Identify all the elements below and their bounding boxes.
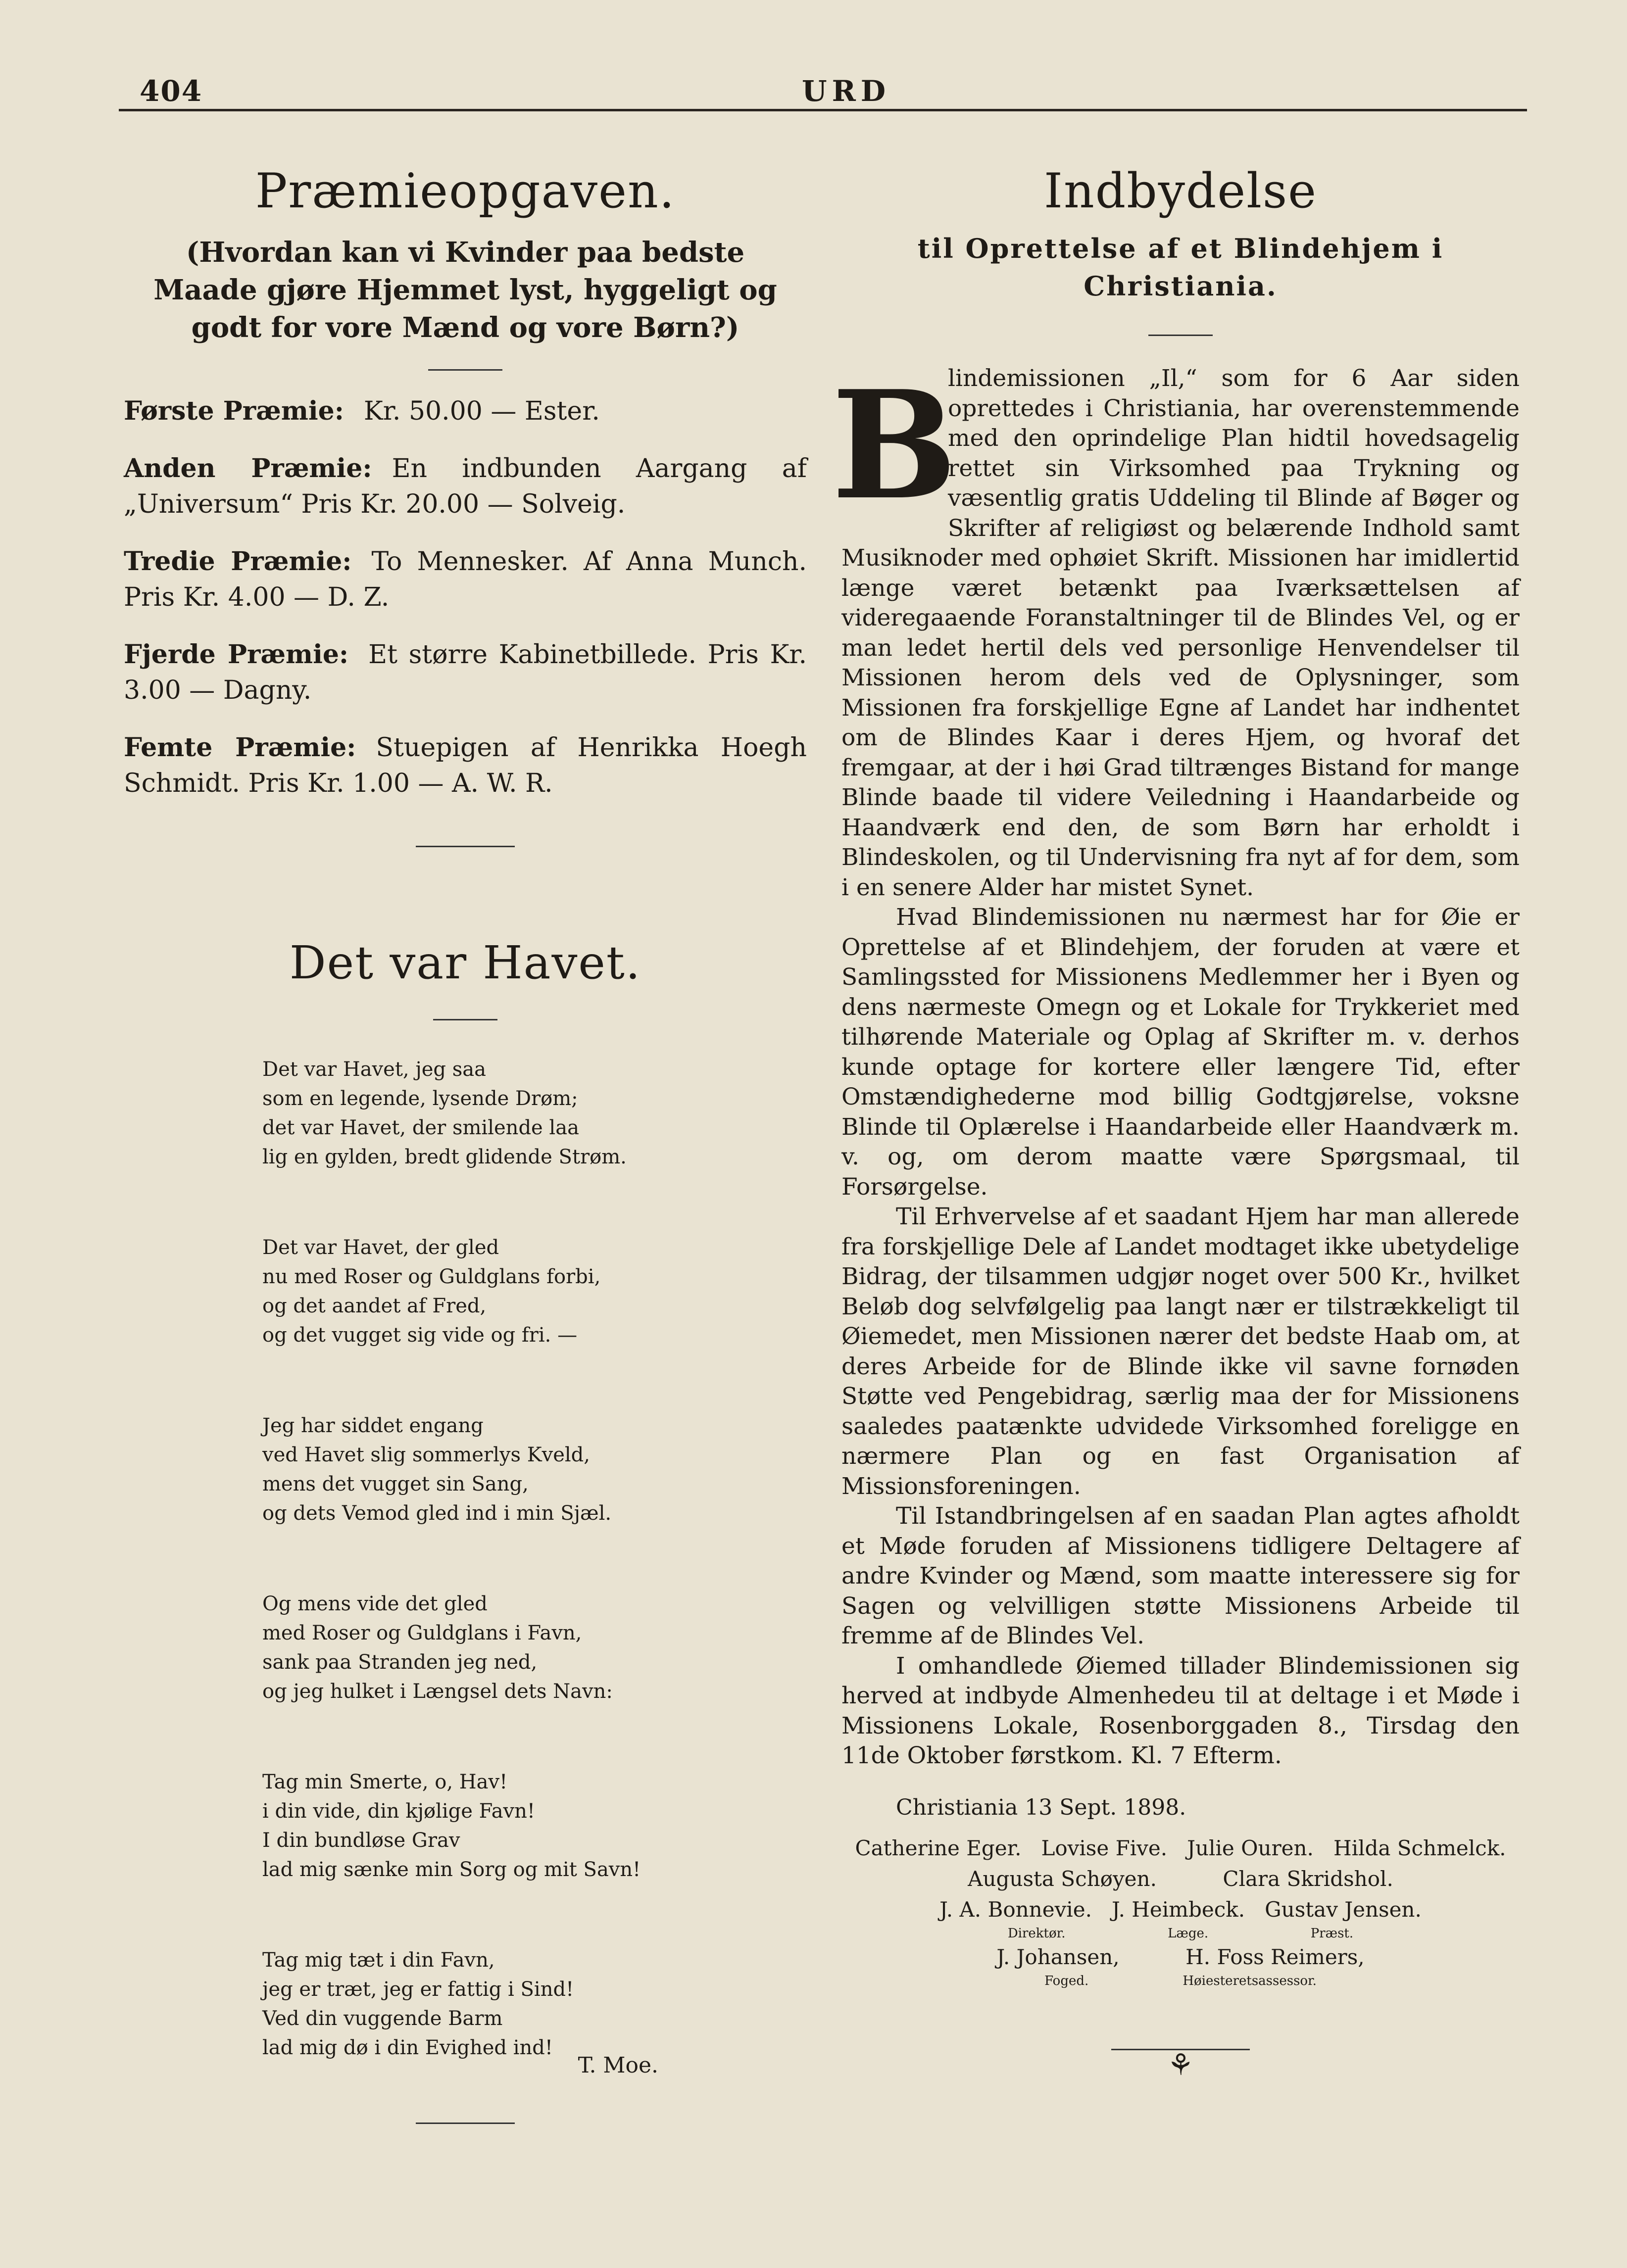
poem-line: Ved din vuggende Barm bbox=[262, 2007, 503, 2030]
place-date: Christiania 13 Sept. 1898. bbox=[896, 1794, 1186, 1820]
prize-label: Anden Præmie: bbox=[124, 453, 372, 483]
poem-line: lig en gylden, bredt glidende Strøm. bbox=[262, 1146, 627, 1168]
poem-line: sank paa Stranden jeg ned, bbox=[262, 1651, 538, 1674]
invitation-subtitle: til Oprettelse af et Blindehjem i Christiania. bbox=[917, 233, 1444, 302]
poem-line: og jeg hulket i Længsel dets Navn: bbox=[262, 1680, 613, 1703]
poem-line: det var Havet, der smilende laa bbox=[262, 1116, 579, 1139]
fleuron-icon: ⚘ bbox=[1167, 2047, 1194, 2082]
poem-stanza bbox=[262, 1590, 807, 1706]
prize-text: Stuepigen af Henrikka Hoegh Schmidt. Pris Kr. 1.00 — A. W. R. bbox=[124, 733, 807, 798]
poem-line: Det var Havet, jeg saa bbox=[262, 1058, 486, 1081]
poem-line: og dets Vemod gled ind i min Sjæl. bbox=[262, 1502, 612, 1525]
prize-text: To Mennesker. Af Anna Munch. Pris Kr. 4.00 — D. Z. bbox=[124, 547, 807, 612]
poem-line: lad mig dø i din Evighed ind! bbox=[262, 2036, 553, 2059]
drop-cap-ornament: B bbox=[832, 358, 957, 532]
poem-line: i din vide, din kjølige Favn! bbox=[262, 1800, 535, 1823]
signatory-titles: Foged. Høiesteretsassessor. bbox=[1044, 1973, 1317, 1988]
poem-signature: T. Moe. bbox=[578, 2053, 658, 2078]
poem-line: ved Havet slig sommerlys Kveld, bbox=[262, 1444, 590, 1466]
paragraph: Til Istandbringelsen af en saadan Plan agtes afholdt et Møde foruden af Missionens tidligere Deltagere af andre Kvinder og Mænd, som maatte interessere sig for Sagen og velvilligen støtte Missionens Arbeide til fremme af de Blindes Vel. bbox=[841, 1502, 1520, 1649]
section-rule bbox=[433, 1019, 497, 1020]
paragraph: Til Erhvervelse af et saadant Hjem har man allerede fra forskjellige Dele af Landet modtaget ikke ubetydelige Bidrag, der tilsammen udgjør noget over 500 Kr., hvilket Beløb dog selvfølgelig paa langt nær er tilstrækkeligt til Øiemedet, men Missionen nærer det bedste Haab om, at deres Arbeide for de Blinde ikke vil savne fornøden Støtte ved Pengebidrag, særlig maa der for Missionens saaledes paatænkte udvidede Virksomhed foreligge en nærmere Plan og en fast Organisation af Missionsforeningen. bbox=[841, 1203, 1520, 1500]
signatory-row: Catherine Eger. Lovise Five. Julie Ouren. Hilda Schmelck. bbox=[855, 1835, 1506, 1860]
signatory-row: Augusta Schøyen. Clara Skridshol. bbox=[968, 1866, 1393, 1891]
poem-line: I din bundløse Grav bbox=[262, 1829, 460, 1852]
poem-stanza bbox=[262, 1946, 807, 2063]
prize-list bbox=[124, 393, 807, 801]
header-rule bbox=[119, 109, 1527, 111]
end-ornament bbox=[1111, 2049, 1250, 2080]
section-rule bbox=[428, 369, 502, 371]
signatory-titles: Direktør. Læge. Præst. bbox=[1007, 1926, 1354, 1941]
prize-label: Fjerde Præmie: bbox=[124, 639, 349, 670]
signatories bbox=[841, 1833, 1520, 1989]
section-rule bbox=[416, 846, 515, 847]
prize-text: Kr. 50.00 — Ester. bbox=[363, 396, 600, 426]
prize-title: Præmieopgaven. bbox=[255, 163, 676, 219]
poem bbox=[262, 1055, 807, 2063]
paragraph: Hvad Blindemissionen nu nærmest har for Øie er Oprettelse af et Blindehjem, der foruden at være et Samlingssted for Missionens Medlemmer her i Byen og dens nærmeste Omegn og et Lokale for Trykkeriet med tilhørende Materiale og Oplag af Skrifter m. v. derhos kunde optage for kortere eller længere Tid, efter Omstændighederne mod billig Godtgjørelse, voksne Blinde til Oplærelse i Haandarbeide eller Haandværk m. v. og, om derom maatte være Spørgsmaal, til Forsørgelse. bbox=[841, 904, 1520, 1201]
prize-label: Første Præmie: bbox=[124, 396, 344, 426]
signatory-row: J. Johansen, H. Foss Reimers, bbox=[996, 1944, 1365, 1969]
paragraph: I omhandlede Øiemed tillader Blindemissionen sig herved at indbyde Almenhedeu til at deltage i et Møde i Missionens Lokale, Rosenborggaden 8., Tirsdag den 11de Oktober førstkom. Kl. 7 Efterm. bbox=[841, 1652, 1520, 1769]
poem-line: Og mens vide det gled bbox=[262, 1592, 488, 1615]
left-column bbox=[124, 163, 807, 2124]
page-number: 404 bbox=[140, 74, 203, 108]
prize-label: Femte Præmie: bbox=[124, 732, 356, 763]
prize-subtitle: (Hvordan kan vi Kvinder paa bedste Maade gjøre Hjemmet lyst, hyggeligt og godt for vore Mænd og vore Børn?) bbox=[153, 236, 777, 344]
poem-line: og det vugget sig vide og fri. — bbox=[262, 1324, 578, 1347]
prize-label: Tredie Præmie: bbox=[124, 546, 352, 577]
poem-title: Det var Havet. bbox=[289, 936, 641, 989]
poem-stanza bbox=[262, 1233, 807, 1350]
section-rule bbox=[1148, 335, 1213, 336]
poem-line: nu med Roser og Guldglans forbi, bbox=[262, 1265, 601, 1288]
poem-stanza bbox=[262, 1411, 807, 1528]
signatory-row: J. A. Bonnevie. J. Heimbeck. Gustav Jensen. bbox=[939, 1897, 1422, 1922]
poem-stanza bbox=[262, 1055, 807, 1172]
invitation-title: Indbydelse bbox=[1044, 163, 1317, 219]
running-title: URD bbox=[802, 74, 891, 108]
prize-item bbox=[124, 544, 807, 615]
invitation-body bbox=[832, 358, 1520, 1771]
prize-text: En indbunden Aargang af „Universum“ Pris Kr. 20.00 — Solveig. bbox=[124, 454, 807, 519]
first-paragraph bbox=[832, 358, 1520, 903]
prize-text: Et større Kabinetbillede. Pris Kr. 3.00 — Dagny. bbox=[124, 640, 807, 705]
poem-line: med Roser og Guldglans i Favn, bbox=[262, 1622, 582, 1644]
poem-line: og det aandet af Fred, bbox=[262, 1295, 487, 1317]
poem-line: mens det vugget sin Sang, bbox=[262, 1473, 529, 1496]
poem-line: Det var Havet, der gled bbox=[262, 1236, 499, 1259]
poem-line: Jeg har siddet engang bbox=[262, 1414, 484, 1437]
section-rule bbox=[416, 2123, 515, 2124]
poem-line: Tag mig tæt i din Favn, bbox=[262, 1949, 495, 1972]
prize-item bbox=[124, 451, 807, 522]
poem-line: jeg er træt, jeg er fattig i Sind! bbox=[262, 1978, 574, 2001]
right-column bbox=[832, 163, 1520, 2082]
poem-line: lad mig sænke min Sorg og mit Savn! bbox=[262, 1858, 641, 1881]
poem-stanza bbox=[262, 1768, 807, 1884]
poem-line: som en legende, lysende Drøm; bbox=[262, 1087, 578, 1110]
paragraph-text: lindemissionen „Il,“ som for 6 Aar siden oprettedes i Christiania, har overenstemmende med den oprindelige Plan hidtil hovedsagelig rettet sin Virksomhed paa Trykning og væsentlig gratis Uddeling til Blinde af Bøger og Skrifter af religiøst og belærende Indhold samt Musiknoder med ophøiet Skrift. Missionen har imidlertid længe været betænkt paa Iværksættelsen af videregaaende Foranstaltninger til de Blindes Vel, og er man ledet hertil dels ved personlige Henvendelser til Missionen herom dels ved de Oplysninger, som Missionen fra forskjellige Egne af Landet har indhentet om de Blindes Kaar i deres Hjem, og hvoraf det fremgaar, at der i høi Grad tiltrænges Bistand for mange Blinde baade til videre Veiledning i Haandarbeide og Haandværk end den, de som Børn har erholdt i Blindeskolen, og til Undervisning fra nyt af for dem, som i en senere Alder har mistet Synet. bbox=[841, 365, 1520, 901]
prize-item bbox=[124, 730, 807, 801]
prize-item bbox=[124, 393, 807, 429]
prize-item bbox=[124, 637, 807, 708]
poem-line: Tag min Smerte, o, Hav! bbox=[262, 1771, 508, 1793]
